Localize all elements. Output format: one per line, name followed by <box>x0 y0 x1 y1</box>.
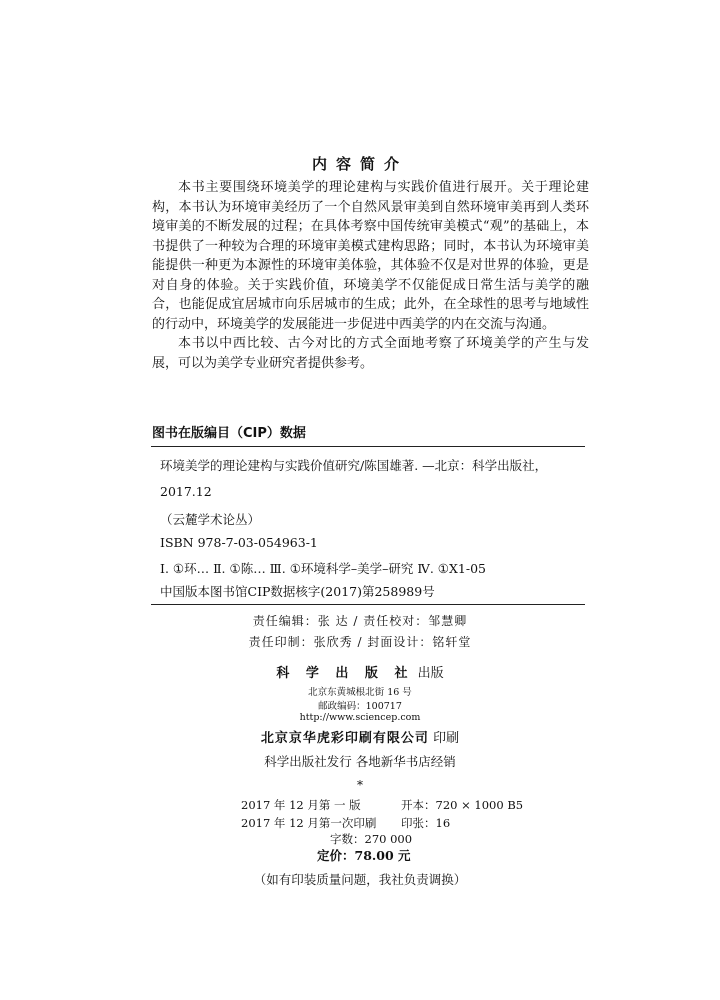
publisher-name: 科 学 出 版 社 <box>276 666 414 681</box>
edition-info: 2017 年 12 月第 一 版 <box>241 798 361 812</box>
publisher-address: 北京东黄城根北街 16 号 <box>308 687 412 698</box>
cip-classification-line: Ⅰ. ①环… Ⅱ. ①陈… Ⅲ. ①环境科学–美学–研究 Ⅳ. ①X1-05 <box>160 561 486 576</box>
cip-heading: 图书在版编目（CIP）数据 <box>152 426 306 441</box>
publisher-line <box>0 662 720 681</box>
intro-paragraph: 本书以中西比较、古今对比的方式全面地考察了环境美学的产生与发展，可以为美学专业研究者提供参考。 <box>152 336 589 371</box>
cip-date-line: 2017.12 <box>160 484 212 499</box>
printer-line <box>0 727 720 746</box>
format-info: 开本：720 × 1000 B5 <box>401 798 524 812</box>
intro-paragraph: 本书主要围绕环境美学的理论建构与实践价值进行展开。关于理论建构，本书认为环境审美经历了一个自然风景审美到自然环境审美再到人类环境审美的不断发展的过程；在具体考察中国传统审美模式“观”的基础上，本书提供了一种较为合理的环境审美模式建构思路；同时，本书认为环境审美能提供一种更为本源性的环境审美体验，其体验不仅是对世界的体验，更是对自身的体验。关于实践价值，环境美学不仅能促成日常生活与美学的融合，也能促成宜居城市向乐居城市的生成；此外，在全球性的思考与地域性的行动中，环境美学的发展能进一步促进中西美学的内在交流与沟通。 <box>152 180 589 332</box>
wordcount-info: 字数：270 000 <box>330 832 413 846</box>
cip-title-line: 环境美学的理论建构与实践价值研究/陈国雄著. —北京：科学出版社， <box>160 458 548 473</box>
cip-top-rule <box>151 446 585 447</box>
intro-text <box>152 178 589 373</box>
separator-star: * <box>357 778 363 792</box>
cip-series-line: （云麓学术论丛） <box>160 512 261 527</box>
sheets-info: 印张：16 <box>401 816 451 830</box>
publisher-postcode: 邮政编码：100717 <box>318 701 402 712</box>
cip-record-line: 中国版本图书馆CIP数据核字(2017)第258989号 <box>160 584 435 599</box>
publisher-suffix: 出版 <box>417 666 444 681</box>
cip-isbn-line: ISBN 978-7-03-054963-1 <box>160 535 318 550</box>
credits-production-line: 责任印制：张欣秀 / 封面设计：铭轩堂 <box>248 635 472 649</box>
printing-info: 2017 年 12 月第一次印刷 <box>241 816 377 830</box>
publisher-url: http://www.sciencep.com <box>299 712 421 723</box>
printer-name: 北京京华虎彩印刷有限公司 <box>260 731 429 746</box>
credits-editor-line: 责任编辑：张 达 / 责任校对：邹慧卿 <box>252 614 468 628</box>
cip-bottom-rule <box>151 604 585 605</box>
intro-title: 内容简介 <box>311 155 408 173</box>
distribution-line: 科学出版社发行 各地新华书店经销 <box>264 754 456 769</box>
price: 定价：78.00 元 <box>317 848 411 863</box>
quality-notice: （如有印装质量问题，我社负责调换） <box>253 872 467 887</box>
printer-suffix: 印刷 <box>433 731 460 746</box>
